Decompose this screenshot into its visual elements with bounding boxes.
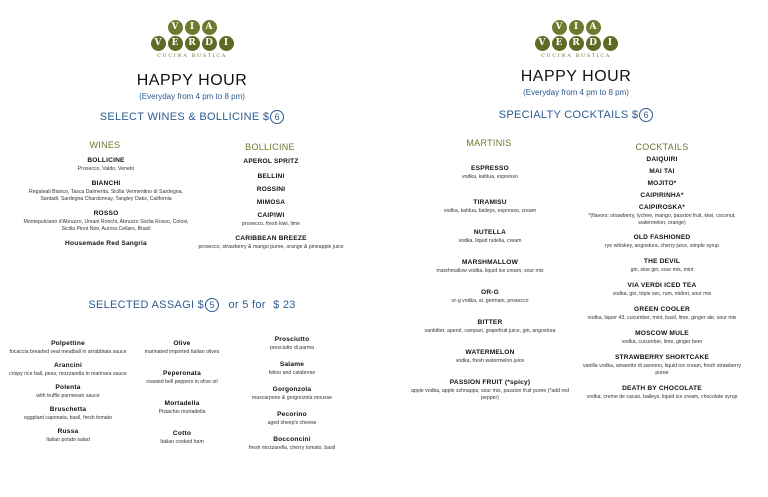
martinis-list: [406, 165, 574, 409]
item-description: mascarpone & gorgonzola mousse: [251, 395, 333, 402]
list-item: [8, 340, 128, 356]
list-item: [576, 234, 748, 250]
happy-hour-subtitle: (Everyday from 4 pm to 8 pm): [523, 88, 629, 97]
logo-letter: A: [586, 20, 601, 35]
assagi-column-2: [130, 340, 234, 453]
logo-letter: V: [151, 36, 166, 51]
item-name: OR-G: [480, 289, 499, 297]
item-name: TIRAMISU: [473, 199, 507, 207]
list-item: [22, 180, 190, 203]
cocktails-section-heading: [384, 108, 768, 122]
item-name: Russa: [57, 428, 79, 436]
item-description: aged sheep's cheese: [267, 420, 317, 427]
item-name: Olive: [173, 340, 191, 347]
section-label: SELECT WINES & BOLLICINE $: [99, 110, 270, 123]
logo-letter: I: [219, 36, 234, 51]
logo-letter: D: [202, 36, 217, 51]
item-description: Montepulciano d'Abruzzo, Umani Ronchi, Abruzzo Sicilia Rosso, Colosi, Sicilia Pinot Noir, Aurora Cellars, Brazil: [23, 219, 189, 233]
item-description: vodka, creme de cacao, baileys, liquid ice cream, chocolate syrup: [586, 394, 738, 401]
item-description: vodka, liquid nutella, cream: [458, 238, 522, 245]
item-description: vodka, gin, triple sec, rum, midori, sour mix: [612, 291, 712, 298]
item-description: prosciutto di parma: [269, 345, 315, 351]
item-name: ROSSO: [93, 210, 119, 218]
item-description: Italian cooked ham: [160, 439, 204, 446]
item-name: ROSSINI: [256, 186, 286, 193]
flavors-note: *(flavors: strawberry, lychee, mango, passion fruit, kiwi, coconut, watermelon, orange): [588, 213, 736, 227]
item-name: MOJITO*: [647, 180, 677, 187]
list-item: [406, 289, 574, 305]
item-name: MIMOSA: [256, 199, 286, 206]
section-label: SPECIALTY COCKTAILS $: [498, 108, 639, 121]
price-circle: 6: [639, 108, 653, 122]
item-description: felino and calabrese: [268, 370, 316, 377]
list-item: [22, 240, 190, 247]
list-item: [130, 430, 234, 446]
list-item: [130, 340, 234, 356]
list-item: [576, 330, 748, 346]
list-item: [406, 319, 574, 335]
item-description: eggplant caponata, basil, fresh tomato: [24, 415, 112, 422]
item-name: Polenta: [55, 384, 81, 392]
logo-subtitle: CUCINA RUSTICA: [541, 53, 611, 59]
item-name: APEROL SPRITZ: [243, 158, 299, 165]
item-description: marshmallow vodka, liquid ice cream, sour mix: [436, 268, 544, 275]
logo-letter: V: [552, 20, 567, 35]
list-item: [130, 370, 234, 386]
logo-letter: E: [168, 36, 183, 51]
list-item: [236, 436, 348, 452]
item-name: Housemade Red Sangria: [65, 240, 147, 248]
list-item: [8, 406, 128, 422]
item-description: vodka, kahlua, espresso: [462, 174, 518, 180]
item-name: BITTER: [477, 319, 503, 327]
list-item: [22, 157, 190, 173]
item-description: roasted bell peppers in olive oil: [146, 379, 218, 386]
list-item: [22, 210, 190, 233]
logo-letter: V: [168, 20, 183, 35]
item-name: CARIBBEAN BREEZE: [235, 235, 307, 243]
logo-letter: R: [569, 36, 584, 51]
item-description: or-g vodka, st. germain, prosecco: [451, 298, 529, 305]
list-item: [406, 349, 574, 365]
logo-letter: D: [586, 36, 601, 51]
logo-letter: E: [552, 36, 567, 51]
right-menu-page: [384, 0, 768, 497]
list-item: [236, 411, 348, 427]
list-item: [406, 199, 574, 215]
list-item: [406, 379, 574, 402]
item-name: Salame: [279, 361, 305, 369]
via-verdi-logo: [140, 20, 244, 68]
item-description: prosecco, fresh kiwi, lime: [242, 221, 300, 227]
item-name: Mortadella: [164, 400, 200, 408]
happy-hour-title: HAPPY HOUR: [136, 72, 248, 89]
item-description: sanbitter, aperol, campari, grapefruit juice, gin, angostura: [424, 328, 556, 335]
item-name: Pecorino: [277, 411, 307, 419]
list-item: [576, 385, 748, 401]
list-item: [406, 165, 574, 181]
item-description: gin, sloe gin, sour mix, mint: [630, 267, 694, 274]
assagi-section-heading: [0, 298, 384, 312]
item-name: CAIPIRINHA*: [640, 192, 684, 199]
item-description: Italian potato salad: [46, 437, 90, 444]
via-verdi-logo: [524, 20, 628, 68]
item-description: vodka, kahlua, baileys, espresso, cream: [443, 208, 537, 215]
item-description: focaccia breaded veal meatball in arrabbiata sauce: [9, 349, 127, 355]
item-name: Cotto: [172, 430, 192, 438]
item-name: VIA VERDI ICED TEA: [627, 282, 697, 290]
item-name: ESPRESSO: [471, 165, 509, 172]
item-description: fresh mozzarella, cherry tomato, basil: [248, 445, 336, 452]
list-item: [236, 336, 348, 352]
list-item: [188, 186, 354, 193]
item-description: vodka, cucumber, lime, ginger beer: [621, 339, 703, 346]
martinis-column-heading: MARTINIS: [466, 138, 512, 148]
item-name: CAIPIWI: [257, 212, 285, 219]
item-name: DAIQUIRI: [646, 156, 678, 163]
list-item: [576, 354, 748, 377]
item-description: marinated imported Italian olives: [144, 349, 220, 355]
price-circle: 5: [205, 298, 219, 312]
list-item: [8, 428, 128, 444]
wines-list: [22, 157, 190, 254]
happy-hour-title: HAPPY HOUR: [520, 68, 632, 85]
assagi-column-1: [8, 340, 128, 450]
item-description: Pistachio mortadella: [158, 409, 206, 416]
list-item: [188, 212, 354, 228]
item-name: BOLLICINE: [87, 157, 125, 164]
list-item: [406, 229, 574, 245]
section-label: SELECTED ASSAGI $: [88, 298, 205, 311]
item-name: MOSCOW MULE: [635, 330, 689, 338]
logo-letter: A: [202, 20, 217, 35]
logo-letter: I: [185, 20, 200, 35]
item-name: Prosciutto: [274, 336, 310, 343]
item-description: rye whiskey, angostura, cherry juice, simple syrup: [604, 243, 720, 250]
list-item: [236, 386, 348, 402]
assagi-column-3: [236, 336, 348, 459]
cocktails-column-heading: COCKTAILS: [635, 142, 689, 152]
list-item: [188, 235, 354, 251]
logo-subtitle: CUCINA RUSTICA: [157, 53, 227, 59]
logo-letter: I: [603, 36, 618, 51]
logo-letter: R: [185, 36, 200, 51]
list-item: [236, 361, 348, 377]
bollicine-list: [188, 158, 354, 258]
price-circle: 6: [270, 110, 284, 124]
logo-letter: V: [535, 36, 550, 51]
happy-hour-subtitle: (Everyday from 4 pm to 8 pm): [139, 92, 245, 101]
list-item: [576, 306, 748, 322]
list-item: [188, 173, 354, 180]
item-description: Prosecco, Valdo, Veneto: [77, 166, 135, 172]
item-name: DEATH BY CHOCOLATE: [622, 385, 702, 393]
item-description: vodka, fresh watermelon juice: [455, 358, 525, 365]
item-description: Regaleali Bianco, Tasca Dalmerita, Sicilia Vermentino di Sardegna, Santadi, Sardegna Chardonnay, Tangley Oaks, California: [29, 189, 183, 203]
list-item: [130, 400, 234, 416]
wines-section-heading: [0, 110, 384, 124]
item-name: GREEN COOLER: [634, 306, 690, 314]
item-name: Bocconcini: [273, 436, 311, 444]
logo-letter: I: [569, 20, 584, 35]
item-name: Peperonata: [163, 370, 201, 378]
list-item: [406, 259, 574, 275]
deal-text: or 5 for: [228, 298, 266, 311]
item-name: Polpettine: [51, 340, 85, 347]
list-item: [576, 282, 748, 298]
deal-price: $ 23: [273, 298, 296, 311]
item-description: prosecco, strawberry & mango puree, orange & pineapple juice: [198, 244, 344, 251]
list-item: [8, 362, 128, 378]
cocktails-list: [576, 156, 748, 408]
list-item: [576, 258, 748, 274]
item-name: CAIPIROSKA*: [638, 204, 686, 211]
item-description: with truffle parmesan sauce: [36, 393, 100, 400]
item-name: MAI TAI: [649, 168, 675, 175]
list-item: [188, 199, 354, 206]
item-name: BIANCHI: [91, 180, 121, 188]
item-name: MARSHMALLOW: [461, 259, 519, 267]
wines-column-heading: WINES: [89, 140, 121, 150]
item-name: OLD FASHIONED: [633, 234, 691, 242]
item-name: BELLINI: [257, 173, 285, 180]
item-name: STRAWBERRY SHORTCAKE: [614, 354, 710, 362]
list-item: [8, 384, 128, 400]
item-description: crispy rice ball, peas, mozzarella in marinara sauce: [9, 371, 127, 378]
item-name: Gorgonzola: [272, 386, 312, 394]
list-item: [188, 158, 354, 165]
item-name: THE DEVIL: [643, 258, 681, 266]
item-name: Arancini: [54, 362, 82, 370]
item-description: vodka, liquor 43, cucumber, mint, basil, lime, ginger ale, sour mix: [587, 315, 737, 322]
bollicine-column-heading: BOLLICINE: [245, 142, 295, 152]
item-description: apple vodka, apple schnapps, sour mix, passion fruit puree (*add red pepper): [410, 388, 570, 402]
item-name: NUTELLA: [473, 229, 507, 237]
item-name: Bruschetta: [49, 406, 87, 414]
item-description: vanilla vodka, amaretto di saronno, liquid ice cream, fresh strawberry puree: [582, 363, 741, 377]
item-name: PASSION FRUIT (*spicy): [449, 379, 531, 387]
item-name: WATERMELON: [465, 349, 515, 357]
